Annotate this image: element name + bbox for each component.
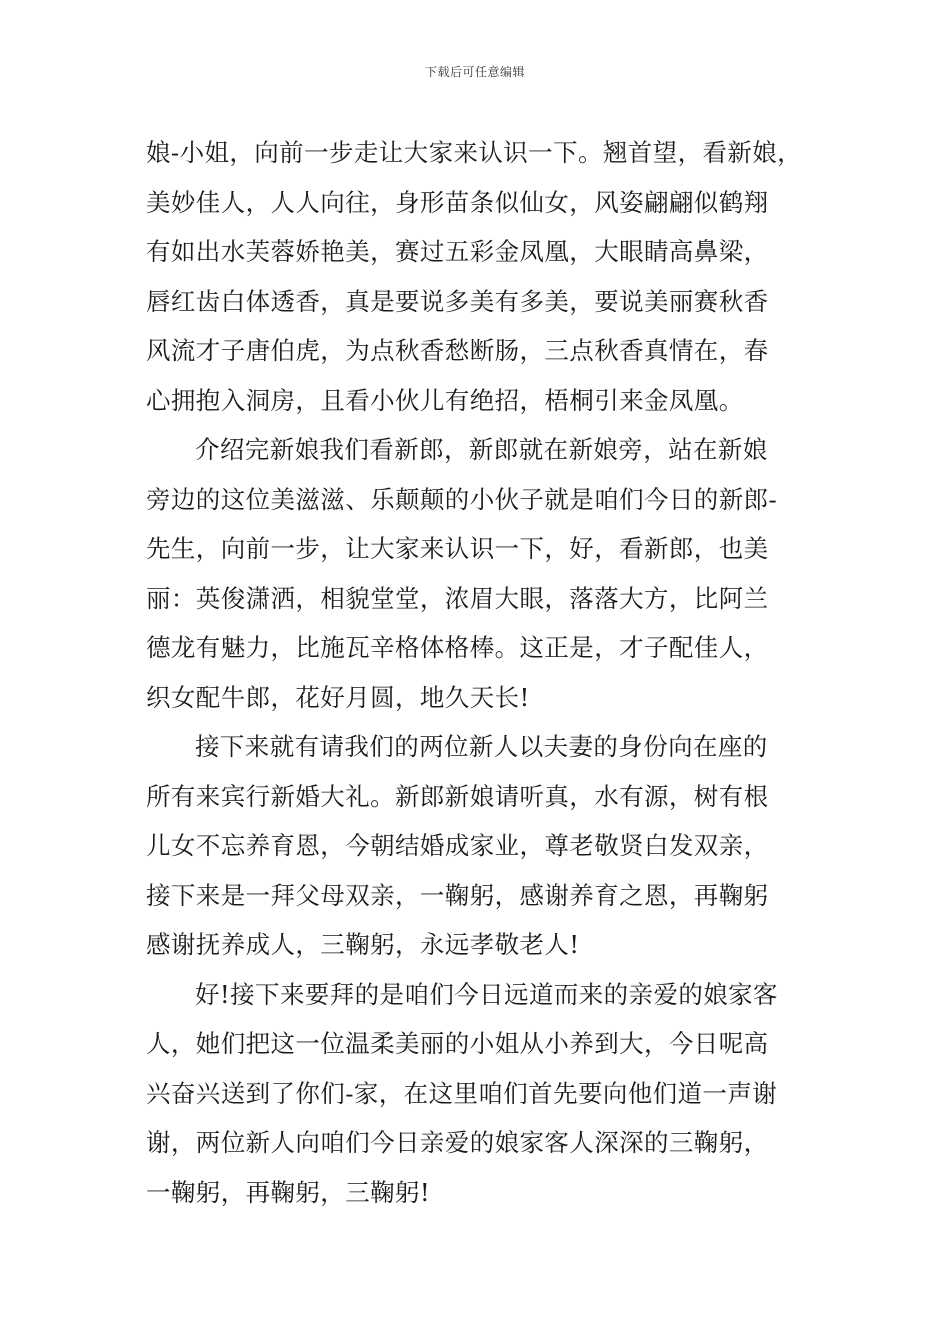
text-line: 娘-小姐，向前一步走让大家来认识一下。翘首望，看新娘， <box>146 138 803 167</box>
text-line: 一鞠躬，再鞠躬，三鞠躬! <box>146 1177 431 1207</box>
text-line: 织女配牛郎，花好月圆，地久天长! <box>146 682 530 712</box>
text-line: 有如出水芙蓉娇艳美，赛过五彩金凤凰，大眼睛高鼻梁， <box>146 237 769 266</box>
paragraph-2 <box>146 425 836 722</box>
text-line: 介绍完新娘我们看新郎，新郎就在新娘旁，站在新娘 <box>195 435 768 464</box>
page-header: 下载后可任意编辑 <box>424 65 525 79</box>
text-line: 唇红齿白体透香，真是要说多美有多美，要说美丽赛秋香 <box>146 286 769 316</box>
text-line: 感谢抚养成人，三鞠躬，永远孝敬老人! <box>146 930 580 959</box>
text-line: 风流才子唐伯虎，为点秋香愁断肠，三点秋香真情在，春 <box>146 336 769 365</box>
paragraph-1 <box>146 128 836 425</box>
text-line: 儿女不忘养育恩，今朝结婚成家业，尊老敬贤白发双亲， <box>146 831 769 860</box>
text-line: 心拥抱入洞房，且看小伙儿有绝招，梧桐引来金凤凰。 <box>146 385 744 415</box>
text-line: 谢，两位新人向咱们今日亲爱的娘家客人深深的三鞠躬， <box>146 1128 769 1157</box>
text-line: 丽：英俊潇洒，相貌堂堂，浓眉大眼，落落大方，比阿兰 <box>146 583 769 613</box>
text-line: 接下来就有请我们的两位新人以夫妻的身份向在座的 <box>195 732 768 761</box>
text-line: 所有来宾行新婚大礼。新郎新娘请听真，水有源，树有根 <box>146 781 769 811</box>
text-line: 旁边的这位美滋滋、乐颠颠的小伙子就是咱们今日的新郎- <box>146 484 778 514</box>
text-line: 美妙佳人，人人向往，身形苗条似仙女，风姿翩翩似鹤翔 <box>146 187 769 217</box>
text-line: 德龙有魅力，比施瓦辛格体格棒。这正是，才子配佳人， <box>146 633 769 662</box>
document-body <box>146 128 836 1217</box>
text-line: 接下来是一拜父母双亲，一鞠躬，感谢养育之恩，再鞠躬 <box>146 880 769 910</box>
text-line: 兴奋兴送到了你们-家，在这里咱们首先要向他们道一声谢 <box>146 1078 778 1108</box>
text-line: 好!接下来要拜的是咱们今日远道而来的亲爱的娘家客 <box>195 979 778 1009</box>
text-line: 先生，向前一步，让大家来认识一下，好，看新郎，也美 <box>146 534 769 563</box>
text-line: 人，她们把这一位温柔美丽的小姐从小养到大，今日呢高 <box>146 1029 769 1058</box>
paragraph-4 <box>146 970 836 1218</box>
paragraph-3 <box>146 722 836 970</box>
